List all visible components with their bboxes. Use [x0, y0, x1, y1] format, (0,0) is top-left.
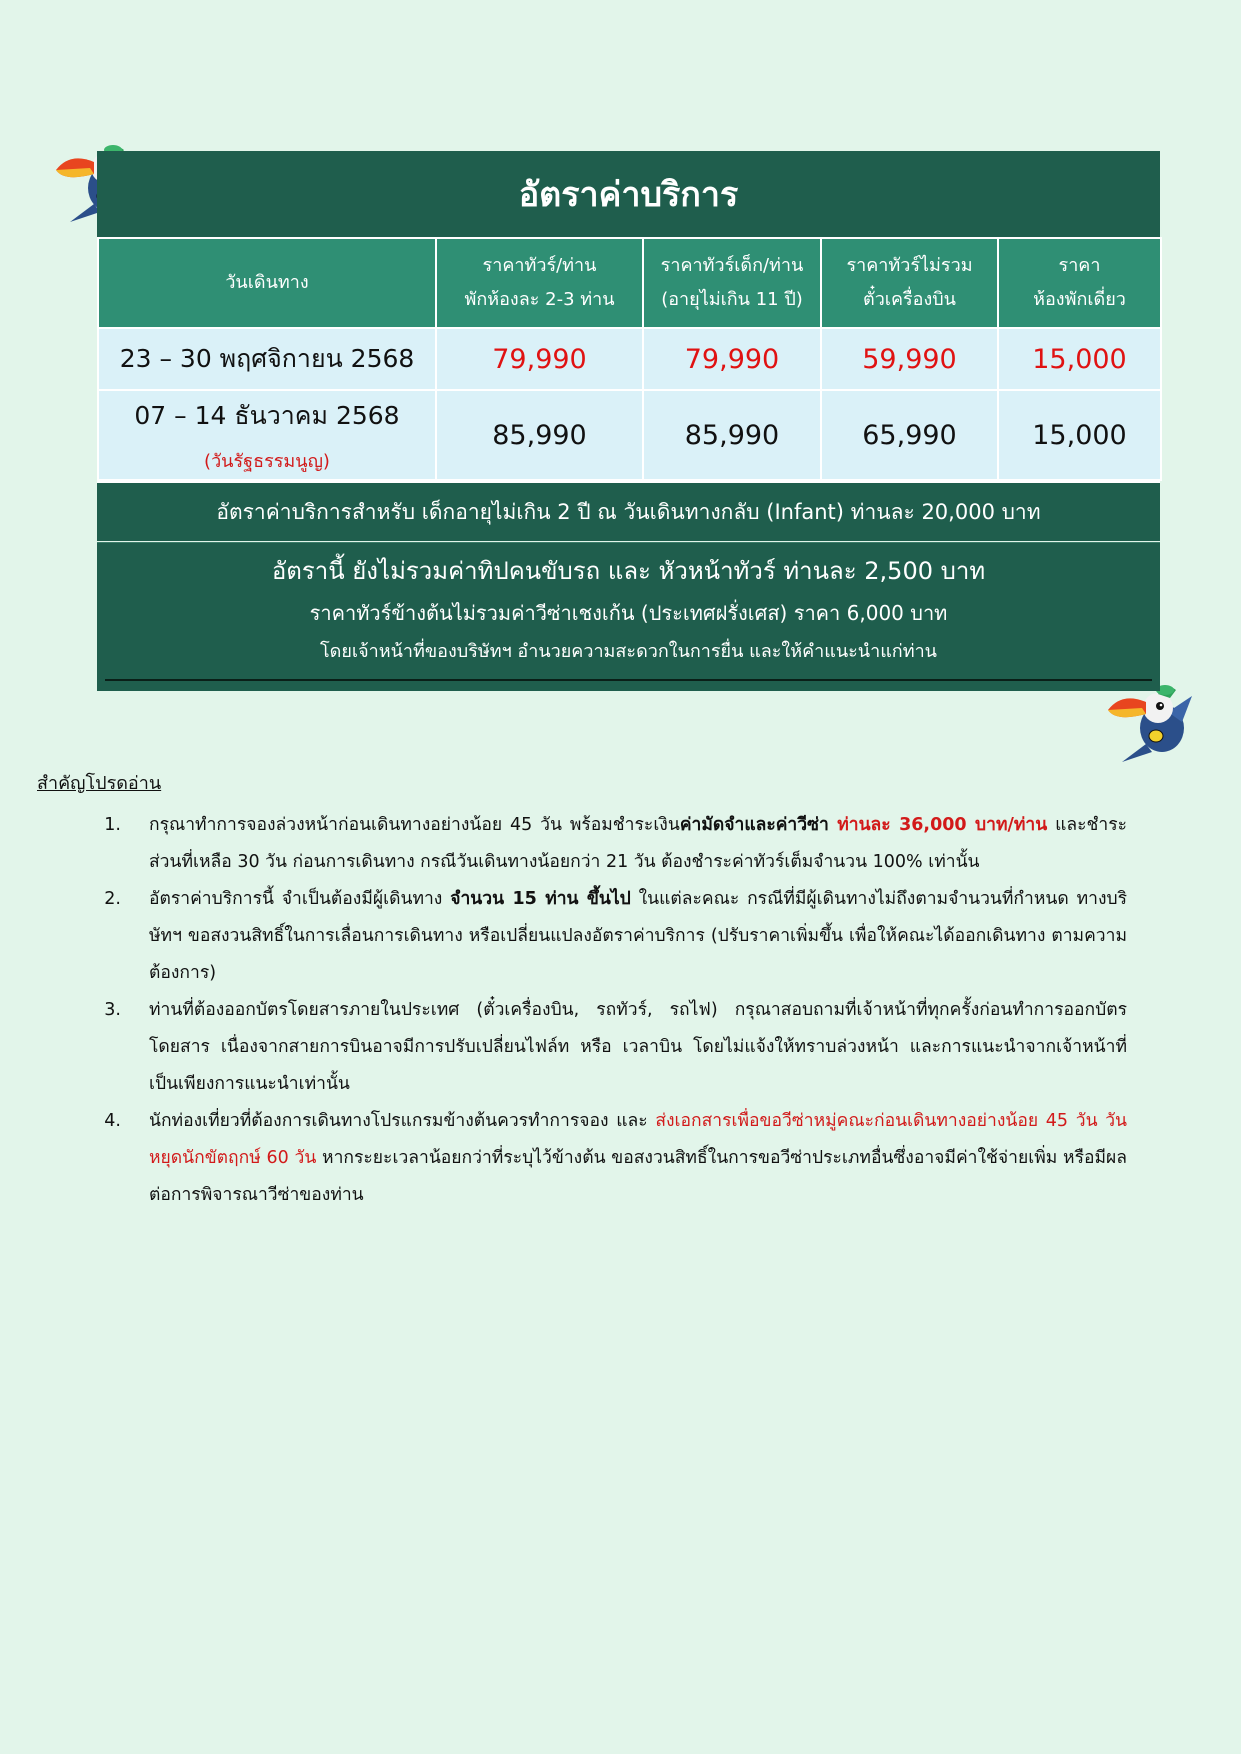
table-row — [98, 328, 1161, 390]
header-child-price: ราคาทัวร์เด็ก/ท่าน (อายุไม่เกิน 11 ปี) — [643, 238, 821, 328]
child-price-cell: 85,990 — [643, 390, 821, 480]
header-travel-date: วันเดินทาง — [98, 238, 436, 328]
header-single-room-price: ราคา ห้องพักเดี่ยว — [998, 238, 1161, 328]
travel-date-cell: 07 – 14 ธันวาคม 2568 (วันรัฐธรรมนูญ) — [98, 390, 436, 480]
no-flight-price-cell: 65,990 — [821, 390, 998, 480]
single-room-price-cell: 15,000 — [998, 390, 1161, 480]
price-table-title: อัตราค่าบริการ — [97, 151, 1160, 237]
list-item: 4. นักท่องเที่ยวที่ต้องการเดินทางโปรแกรมข้างต้นควรทำการจอง และ ส่งเอกสารเพื่อขอวีซ่าหมู่คณะก่อนเดินทางอย่างน้อย 45 วัน วันหยุดนักขัตฤกษ์ 60 วัน หากระยะเวลาน้อยกว่าที่ระบุไว้ข้างต้น ขอสงวนสิทธิ์ในการขอวีซ่าประเภทอื่นซึ่งอาจมีค่าใช้จ่ายเพิ่ม หรือมีผลต่อการพิจารณาวีซ่าของท่าน — [104, 1111, 1128, 1205]
toucan-mascot-icon — [1102, 678, 1194, 766]
adult-price-cell: 79,990 — [436, 328, 643, 390]
important-heading: สำคัญโปรดอ่าน — [37, 773, 162, 794]
important-notes — [37, 768, 1127, 1214]
staff-note: โดยเจ้าหน้าที่ของบริษัทฯ อำนวยความสะดวกในการยื่น และให้คำแนะนำแก่ท่าน — [320, 641, 937, 662]
tip-note: อัตรานี้ ยังไม่รวมค่าทิปคนขับรถ และ หัวหน้าทัวร์ ท่านละ 2,500 บาท — [271, 557, 986, 585]
header-adult-price: ราคาทัวร์/ท่าน พักห้องละ 2-3 ท่าน — [436, 238, 643, 328]
visa-note: ราคาทัวร์ข้างต้นไม่รวมค่าวีซ่าเชงเก้น (ประเทศฝรั่งเศส) ราคา 6,000 บาท — [309, 601, 948, 625]
infant-price-note: อัตราค่าบริการสำหรับ เด็กอายุไม่เกิน 2 ปี ณ วันเดินทางกลับ (Infant) ท่านละ 20,000 บาท — [97, 481, 1160, 541]
list-item: 2. อัตราค่าบริการนี้ จำเป็นต้องมีผู้เดินทาง จำนวน 15 ท่าน ขึ้นไป ในแต่ละคณะ กรณีที่มีผู้เดินทางไม่ถึงตามจำนวนที่กำหนด ทางบริษัทฯ ขอสงวนสิทธิ์ในการเลื่อนการเดินทาง หรือเปลี่ยนแปลงอัตราค่าบริการ (ปรับราคาเพิ่มขึ้น เพื่อให้คณะได้ออกเดินทาง ตามความต้องการ) — [104, 889, 1127, 983]
no-flight-price-cell: 59,990 — [821, 328, 998, 390]
holiday-note: (วันรัฐธรรมนูญ) — [204, 450, 330, 472]
list-item: 1. กรุณาทำการจองล่วงหน้าก่อนเดินทางอย่างน้อย 45 วัน พร้อมชำระเงินค่ามัดจำและค่าวีซ่า ท่านละ 36,000 บาท/ท่าน และชำระส่วนที่เหลือ 30 วัน ก่อนการเดินทาง กรณีวันเดินทางน้อยกว่า 21 วัน ต้องชำระค่าทัวร์เต็มจำนวน 100% เท่านั้น — [104, 815, 1128, 872]
header-no-flight-price: ราคาทัวร์ไม่รวม ตั๋วเครื่องบิน — [821, 238, 998, 328]
single-room-price-cell: 15,000 — [998, 328, 1161, 390]
list-item: 3. ท่านที่ต้องออกบัตรโดยสารภายในประเทศ (ตั๋วเครื่องบิน, รถทัวร์, รถไฟ) กรุณาสอบถามที่เจ้าหน้าที่ทุกครั้งก่อนทำการออกบัตรโดยสาร เนื่องจากสายการบินอาจมีการปรับเปลี่ยนไฟล์ท หรือ เวลาบิน โดยไม่แจ้งให้ทราบล่วงหน้า และการแนะนำจากเจ้าหน้าที่เป็นเพียงการแนะนำเท่านั้น — [104, 1000, 1127, 1094]
extra-fees-note — [97, 542, 1160, 691]
child-price-cell: 79,990 — [643, 328, 821, 390]
divider — [105, 679, 1152, 681]
adult-price-cell: 85,990 — [436, 390, 643, 480]
price-table — [97, 237, 1162, 481]
table-row — [98, 390, 1161, 480]
travel-date-cell: 23 – 30 พฤศจิกายน 2568 — [98, 328, 436, 390]
price-table-block — [97, 151, 1160, 691]
